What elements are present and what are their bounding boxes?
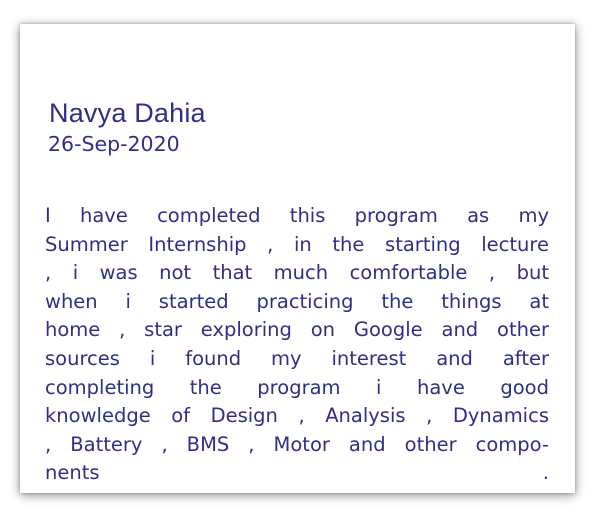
author-name: Navya Dahia [49,98,206,128]
review-text [45,202,549,488]
review-line: Summer Internship , in the starting lecture [45,232,549,256]
review-line: home , star exploring on Google and other [45,318,549,342]
review-line: knowledge of Design , Analysis , Dynamics [45,404,549,428]
review-line: sources i found my interest and after [45,346,549,370]
review-line: , Battery , BMS , Motor and other compo- [45,432,549,456]
review-date: 26-Sep-2020 [48,132,180,156]
review-line: , i was not that much comfortable , but [45,261,549,285]
review-line: I have completed this program as my [45,204,549,227]
review-line: completing the program i have good [45,375,549,399]
review-line: nents . [45,461,549,485]
review-line: when i started practicing the things at [45,289,549,313]
testimonial-card [20,24,575,493]
